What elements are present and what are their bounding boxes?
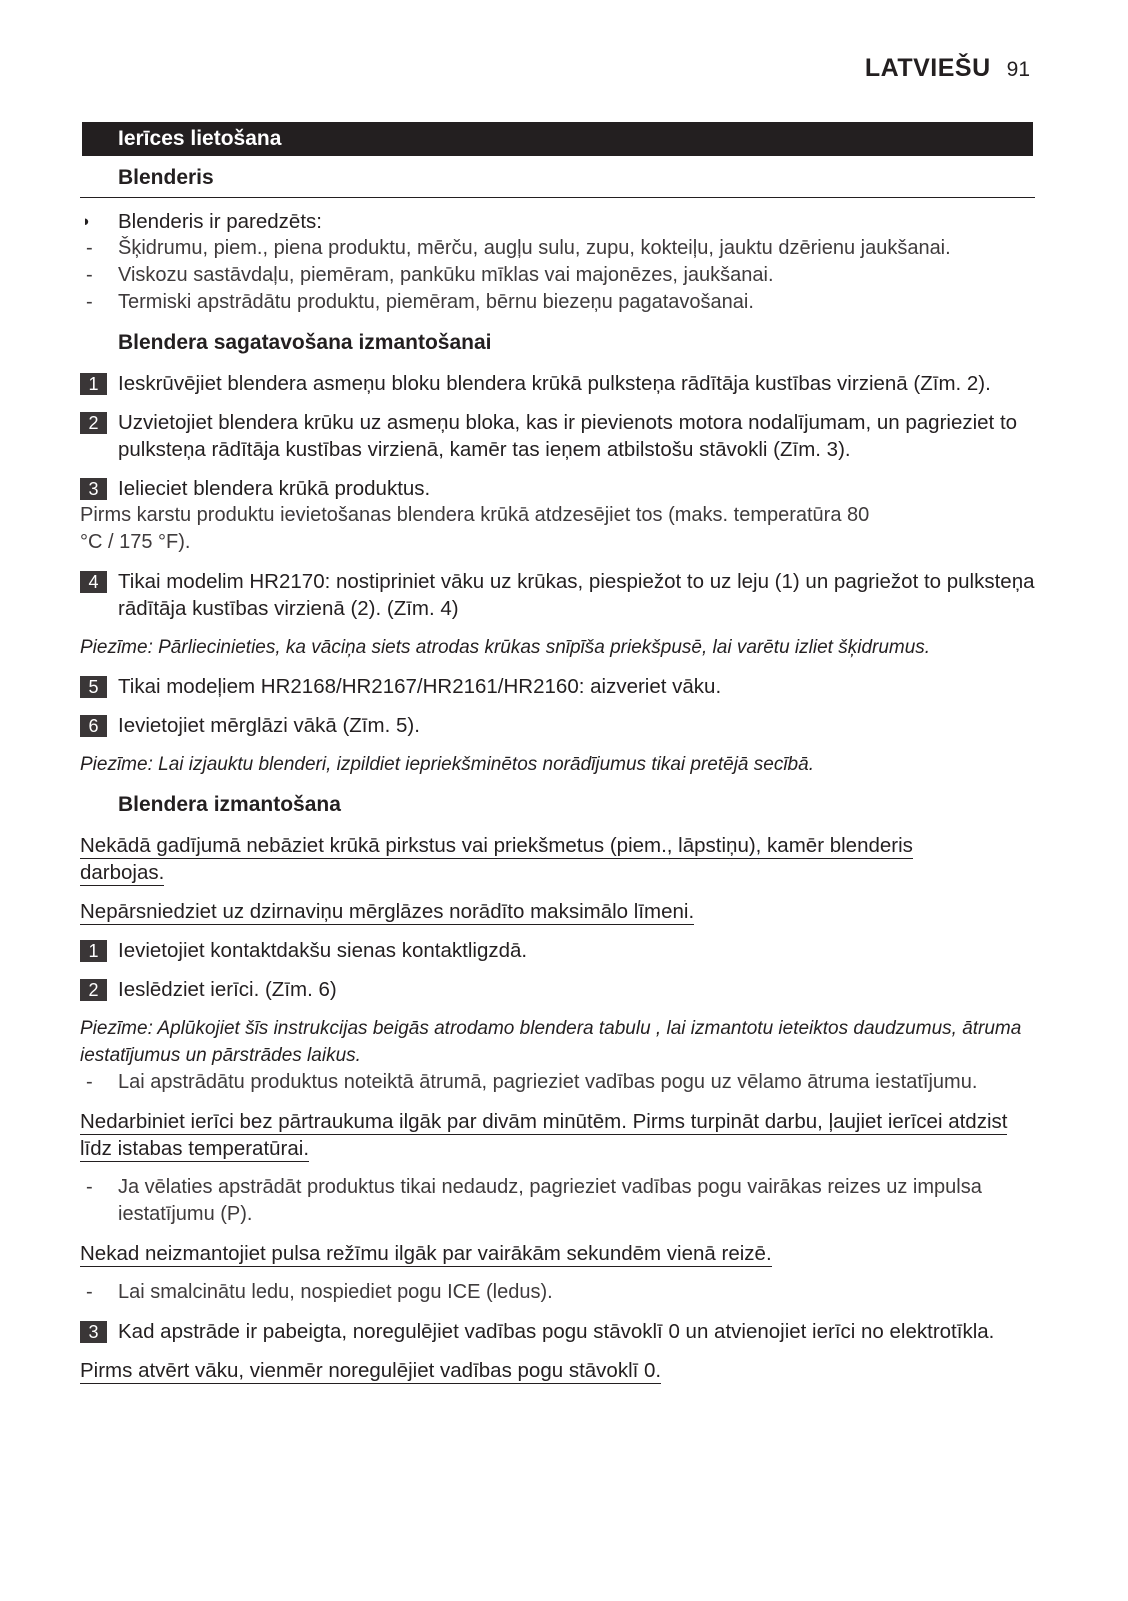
blender-intro bbox=[80, 208, 1035, 235]
note-sieve: Piezīme: Pārliecinieties, ka vāciņa siets atrodas krūkas snīpīša priekšpusē, lai varētu izliet šķidrumus. bbox=[80, 637, 931, 658]
warning-text: Nedarbiniet ierīci bez pārtraukuma ilgāk par divām minūtēm. Pirms turpināt darbu, ļaujiet ierīcei atdzist līdz istabas temperatūrai. bbox=[80, 1110, 1008, 1160]
blender-heading: Blenderis bbox=[80, 163, 1035, 198]
dash-marker-icon: - bbox=[86, 1071, 93, 1093]
step-item bbox=[80, 712, 1035, 739]
blender-intro-text: Blenderis ir paredzēts: bbox=[118, 210, 322, 233]
section-title: Ierīces lietošana bbox=[82, 122, 1033, 156]
step-text: Ievietojiet kontaktdakšu sienas kontaktligzdā. bbox=[118, 939, 528, 962]
list-item bbox=[80, 289, 1035, 316]
page-content bbox=[80, 163, 1035, 1384]
dash-marker-icon: - bbox=[86, 237, 93, 259]
list-item-text: Termiski apstrādātu produktu, piemēram, bērnu biezeņu pagatavošanai. bbox=[118, 291, 754, 313]
step-number: 2 bbox=[80, 412, 107, 434]
page-number: 91 bbox=[1006, 58, 1030, 81]
warning-two-minutes bbox=[80, 1108, 1035, 1162]
list-item bbox=[80, 1069, 1035, 1096]
list-item-text: Viskozu sastāvdaļu, piemēram, pankūku mīklas vai majonēzes, jaukšanai. bbox=[118, 264, 774, 286]
temperature-note: Pirms karstu produktu ievietošanas blendera krūkā atdzesējiet tos (maks. temperatūra 80 °C / 175 °F). bbox=[80, 504, 870, 553]
step-text: Tikai modelim HR2170: nostipriniet vāku uz krūkas, piespiežot to uz leju (1) un pagriežot to pulksteņa rādītāja kustības virzienā (2). (Zīm. 4) bbox=[118, 570, 1035, 620]
list-item-text: Lai apstrādātu produktus noteiktā ātrumā, pagrieziet vadības pogu uz vēlamo ātruma iestatījumu. bbox=[118, 1071, 978, 1093]
note-disassemble: Piezīme: Lai izjauktu blenderi, izpildiet iepriekšminētos norādījumus tikai pretējā secībā. bbox=[80, 754, 814, 775]
warning-text: Pirms atvērt vāku, vienmēr noregulējiet vadības pogu stāvoklī 0. bbox=[80, 1359, 662, 1382]
list-item bbox=[80, 235, 1035, 262]
step-item bbox=[80, 673, 1035, 700]
step-text: Ievietojiet mērglāzi vākā (Zīm. 5). bbox=[118, 714, 420, 737]
step-number: 1 bbox=[80, 940, 107, 962]
warning-text: Nekādā gadījumā nebāziet krūkā pirkstus vai priekšmetus (piem., lāpstiņu), kamēr blenderis darbojas. bbox=[80, 834, 913, 884]
list-item bbox=[80, 262, 1035, 289]
step-item bbox=[80, 409, 1035, 463]
step-item bbox=[80, 475, 1035, 502]
step-item bbox=[80, 568, 1035, 622]
step-text: Ieslēdziet ierīci. (Zīm. 6) bbox=[118, 978, 337, 1001]
preparation-heading: Blendera sagatavošana izmantošanai bbox=[118, 331, 492, 354]
list-item-text: Ja vēlaties apstrādāt produktus tikai nedaudz, pagrieziet vadības pogu vairākas reizes uz impulsa iestatījumu (P). bbox=[118, 1176, 982, 1225]
step-text: Ieskrūvējiet blendera asmeņu bloku blendera krūkā pulksteņa rādītāja kustības virzienā (Zīm. 2). bbox=[118, 372, 991, 395]
warning-max-level bbox=[80, 898, 1035, 925]
step-text: Kad apstrāde ir pabeigta, noregulējiet vadības pogu stāvoklī 0 un atvienojiet ierīci no elektrotīkla. bbox=[118, 1320, 995, 1343]
warning-text: Nepārsniedziet uz dzirnaviņu mērglāzes norādīto maksimālo līmeni. bbox=[80, 900, 695, 923]
dash-marker-icon: - bbox=[86, 1281, 93, 1303]
step-number: 3 bbox=[80, 1321, 107, 1343]
step-number: 2 bbox=[80, 979, 107, 1001]
warning-text: Nekad neizmantojiet pulsa režīmu ilgāk par vairākām sekundēm vienā reizē. bbox=[80, 1242, 772, 1265]
warning-pulse bbox=[80, 1240, 1035, 1267]
dash-marker-icon: - bbox=[86, 1176, 93, 1198]
dash-marker-icon: - bbox=[86, 264, 93, 286]
list-item bbox=[80, 1279, 1035, 1306]
list-item-text: Lai smalcinātu ledu, nospiediet pogu ICE (ledus). bbox=[118, 1281, 553, 1303]
bullet-marker-icon: ◗ bbox=[82, 213, 92, 230]
step-number: 6 bbox=[80, 715, 107, 737]
step-number: 1 bbox=[80, 373, 107, 395]
step-text: Ielieciet blendera krūkā produktus. bbox=[118, 477, 431, 500]
usage-heading: Blendera izmantošana bbox=[118, 793, 341, 816]
warning-fingers bbox=[80, 832, 960, 886]
note-table: Piezīme: Aplūkojiet šīs instrukcijas beigās atrodamo blendera tabulu , lai izmantotu ieteiktos daudzumus, ātruma iestatījumus un pārstrādes laikus. bbox=[80, 1018, 1022, 1066]
step-item bbox=[80, 937, 1035, 964]
step-number: 5 bbox=[80, 676, 107, 698]
step-number: 4 bbox=[80, 571, 107, 593]
step-item bbox=[80, 1318, 1035, 1345]
page-header bbox=[865, 54, 1030, 83]
warning-lid bbox=[80, 1357, 1035, 1384]
step-item bbox=[80, 370, 1035, 397]
list-item-text: Šķidrumu, piem., piena produktu, mērču, augļu sulu, zupu, kokteiļu, jauktu dzērienu jaukšanai. bbox=[118, 237, 951, 259]
step-item bbox=[80, 976, 1035, 1003]
step-number: 3 bbox=[80, 478, 107, 500]
list-item bbox=[80, 1174, 1035, 1228]
language-label: LATVIEŠU bbox=[864, 54, 991, 82]
dash-marker-icon: - bbox=[86, 291, 93, 313]
step-text: Tikai modeļiem HR2168/HR2167/HR2161/HR2160: aizveriet vāku. bbox=[118, 675, 722, 698]
step-text: Uzvietojiet blendera krūku uz asmeņu bloka, kas ir pievienots motora nodalījumam, un pagrieziet to pulksteņa rādītāja kustības virzienā, kamēr tas ieņem atbilstošu stāvokli (Zīm. 3). bbox=[118, 411, 1018, 461]
